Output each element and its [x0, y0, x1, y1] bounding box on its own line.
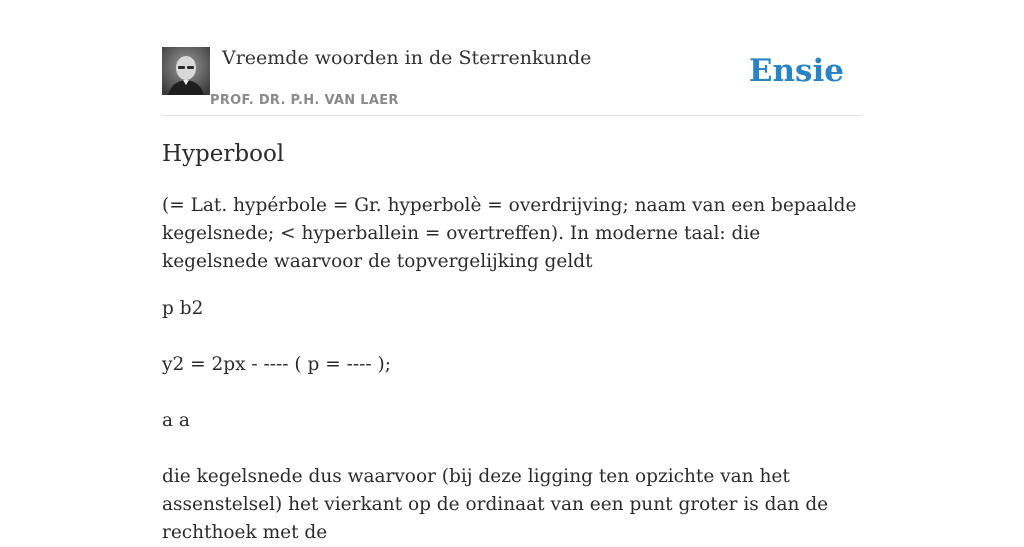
entry-paragraph: (= Lat. hypérbole = Gr. hyperbolè = overdrijving; naam van een bepaalde kegelsnede; < hyperballein = overtreffen). In moderne taal: die kegelsnede waarvoor de topvergelijking geldt — [162, 195, 857, 272]
entry-title: Hyperbool — [162, 141, 285, 167]
entry-content — [162, 192, 862, 547]
entry-paragraph: p b2 y2 = 2px - ---- ( p = ---- ); a a die kegelsnede dus waarvoor (bij deze ligging ten opzichte van het assenstelsel) het vierkant op de ordinaat van een punt groter is dan de rechthoek met de — [162, 298, 829, 543]
author-name[interactable]: PROF. DR. P.H. VAN LAER — [210, 93, 399, 108]
author-avatar[interactable] — [162, 47, 210, 95]
book-title[interactable]: Vreemde woorden in de Sterrenkunde — [222, 47, 592, 69]
author-portrait-icon — [162, 47, 210, 95]
header-divider — [162, 115, 862, 116]
brand-logo-link[interactable]: Ensie — [748, 53, 844, 89]
page-header — [162, 46, 862, 116]
